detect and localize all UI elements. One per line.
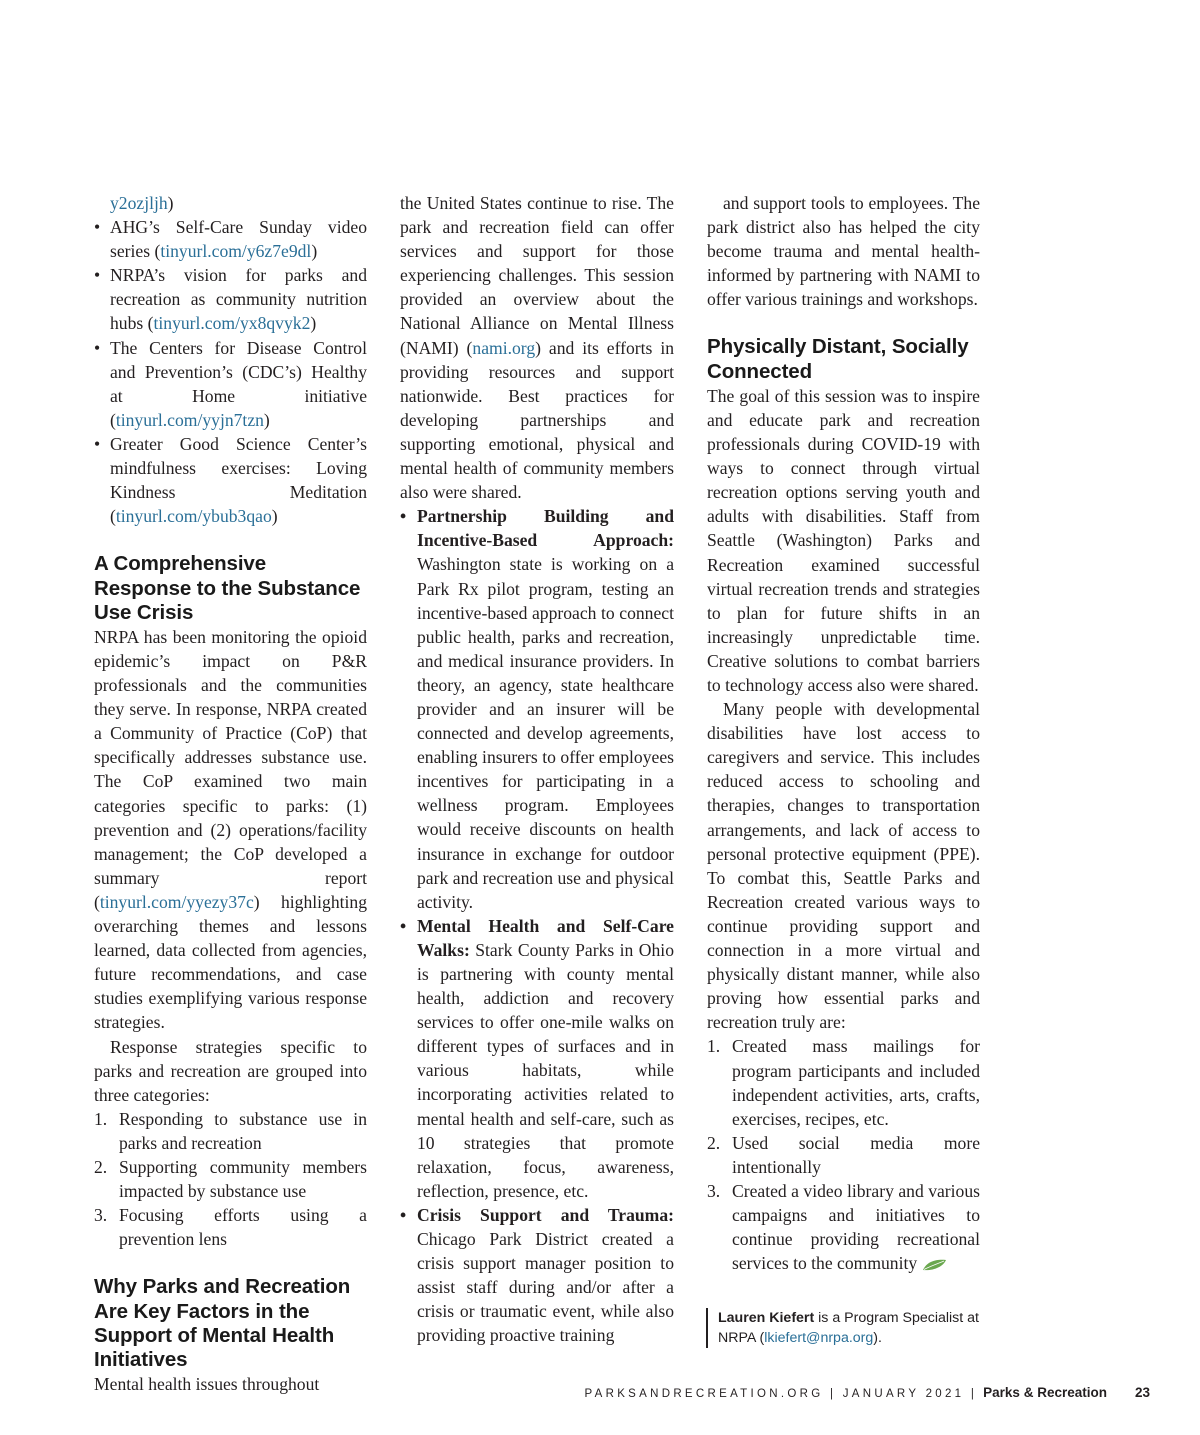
resource-link[interactable]: tinyurl.com/yx8qvyk2	[153, 313, 311, 334]
nami-link[interactable]: nami.org	[472, 337, 536, 358]
page-footer	[585, 1385, 1151, 1400]
report-link[interactable]: tinyurl.com/yyezy37c	[99, 891, 254, 912]
list-item: • The Centers for Disease Control and Prevention’s (CDC’s) Healthy at Home initiative (tinyurl.com/yyjn7tzn)	[94, 336, 367, 432]
list-item: 3. Focusing efforts using a prevention lens	[94, 1205, 367, 1250]
list-item: • NRPA’s vision for parks and recreation as community nutrition hubs (tinyurl.com/yx8qvyk2)	[94, 263, 367, 335]
footer-magazine: Parks & Recreation	[983, 1385, 1107, 1400]
list-item: 2. Used social media more intentionally	[707, 1132, 980, 1177]
author-bio: Lauren Kiefert is a Program Specialist at NRPA (lkiefert@nrpa.org).	[706, 1308, 1003, 1348]
column-3	[707, 191, 980, 1275]
section-heading: Physically Distant, Socially Connected	[707, 335, 969, 383]
section-heading: Why Parks and Recreation Are Key Factors in the Support of Mental Health Initiatives	[94, 1275, 351, 1371]
resource-list	[94, 215, 367, 528]
list-item: • Mental Health and Self-Care Walks: Stark County Parks in Ohio is partnering with county mental health, addiction and recovery services to offer one-mile walks on different types of surfaces and in various habitats, while incorporating activities related to mental health and self-care, such as 10 strategies that promote relaxation, focus, awareness, reflection, presence, etc.	[400, 914, 674, 1203]
link-continuation[interactable]: y2ozjljh)	[110, 193, 174, 213]
section-heading: A Comprehensive Response to the Substance Use Crisis	[94, 552, 361, 624]
resource-link[interactable]: tinyurl.com/y6z7e9dl	[160, 241, 312, 262]
paragraph: the United States continue to rise. The park and recreation field can offer services and support for those experiencing challenges. This session provided an overview about the National Alliance on Mental Illness (NAMI) (nami.org) and its efforts in providing resources and support nationwide. Best practices for developing partnerships and supporting emotional, physical and mental health of community members also were shared.	[400, 193, 675, 503]
resource-link[interactable]: tinyurl.com/yyjn7tzn	[115, 409, 264, 430]
footer-site: PARKSANDRECREATION.ORG | JANUARY 2021 |	[584, 1388, 978, 1400]
list-item: 3. Created a video library and various campaigns and initiatives to continue providing recreational services to the community	[707, 1180, 980, 1274]
list-item: 1. Created mass mailings for program participants and included independent activities, arts, crafts, exercises, recipes, etc.	[707, 1036, 980, 1129]
column-1	[94, 191, 367, 1396]
paragraph: Mental health issues throughout	[94, 1374, 320, 1395]
list-item: • AHG’s Self-Care Sunday video series (tinyurl.com/y6z7e9dl)	[94, 215, 367, 263]
numbered-list	[94, 1107, 367, 1252]
item-lead: Crisis Support and Trauma:	[417, 1204, 674, 1225]
list-item: 2. Supporting community members impacted by substance use	[94, 1156, 367, 1202]
list-item: • Greater Good Science Center’s mindfulness exercises: Loving Kindness Meditation (tinyurl.com/ybub3qao)	[94, 432, 367, 528]
list-item: • Partnership Building and Incentive-Based Approach: Washington state is working on a Park Rx pilot program, testing an incentive-based approach to connect public health, parks and recreation, and medical insurance providers. In theory, an agency, state healthcare provider and an insurer will be connected and develop agreements, enabling insurers to offer employees incentives for participating in a wellness program. Employees would receive discounts on health insurance in exchange for outdoor park and recreation use and physical activity.	[400, 504, 674, 914]
author-name: Lauren Kiefert	[718, 1310, 815, 1326]
author-email-link[interactable]: lkiefert@nrpa.org	[764, 1330, 874, 1346]
list-item: 1. Responding to substance use in parks and recreation	[94, 1108, 367, 1153]
page-number: 23	[1134, 1385, 1150, 1400]
item-lead: Mental Health and Self-Care Walks:	[417, 915, 674, 960]
item-lead: Partnership Building and Incentive-Based Approach:	[417, 506, 674, 551]
paragraph: Response strategies specific to parks and recreation are grouped into three categories:	[94, 1036, 367, 1105]
column-2	[400, 191, 674, 1348]
paragraph: NRPA has been monitoring the opioid epidemic’s impact on P&R professionals and the communities they serve. In response, NRPA created a Community of Practice (CoP) that specifically addresses substance use. The CoP examined two main categories specific to parks: (1) prevention and (2) operations/facility management; the CoP developed a summary report (tinyurl.com/yyezy37c) highlighting overarching themes and lessons learned, data collected from agencies, future recommendations, and case studies exemplifying various response strategies.	[94, 626, 367, 1033]
resource-link[interactable]: tinyurl.com/ybub3qao	[115, 506, 272, 527]
paragraph: and support tools to employees. The park district also has helped the city become trauma and mental health-informed by partnering with NAMI to offer various trainings and workshops.	[707, 193, 980, 310]
leaf-icon	[921, 1259, 947, 1271]
paragraph: Many people with developmental disabilities have lost access to caregivers and service. This includes reduced access to schooling and therapies, changes to transportation arrangements, and lack of access to personal protective equipment (PPE). To combat this, Seattle Parks and Recreation created various ways to continue providing support and connection in a more virtual and physically distant manner, while also proving how essential parks and recreation truly are:	[707, 699, 980, 1033]
initiative-list	[400, 504, 674, 1347]
list-item: • Crisis Support and Trauma: Chicago Park District created a crisis support manager position to assist staff during and/or after a crisis or traumatic event, while also providing proactive training	[400, 1203, 674, 1348]
numbered-list	[707, 1034, 980, 1275]
paragraph: The goal of this session was to inspire and educate park and recreation professionals during COVID-19 with ways to connect through virtual recreation options serving youth and adults with disabilities. Staff from Seattle (Washington) Parks and Recreation examined successful virtual recreation trends and strategies to plan for future shifts in an increasingly unpredictable time. Creative solutions to combat barriers to technology access also were shared.	[707, 385, 980, 695]
